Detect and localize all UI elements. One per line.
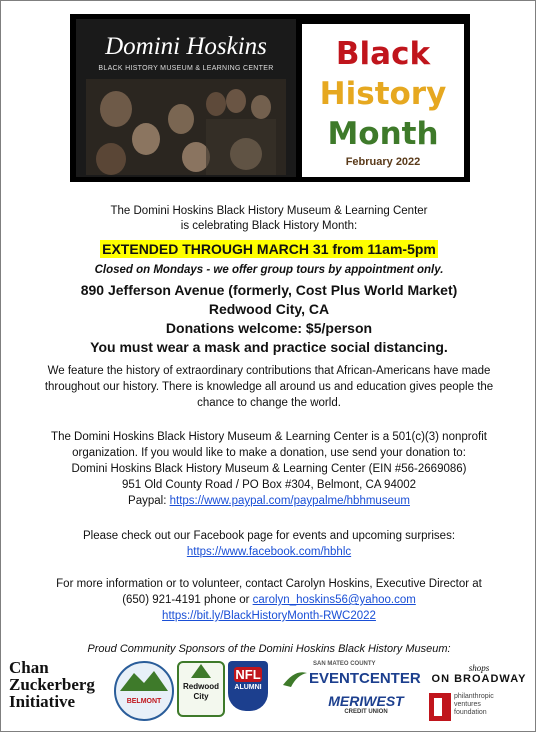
contact-line: For more information or to volunteer, contact Carolyn Hoskins, Executive Director at [56, 578, 482, 590]
event-center-logo [281, 661, 421, 689]
czi-line-2: Zuckerberg [9, 675, 95, 694]
hero-banner [70, 14, 470, 182]
bitly-link[interactable]: https://bit.ly/BlackHistoryMonth-RWC2022 [162, 610, 376, 622]
nonprofit-line-4: 951 Old County Road / PO Box #304, Belmont, CA 94002 [121, 479, 417, 491]
meriwest-logo [316, 693, 416, 715]
mask-line: You must wear a mask and practice social distancing. [90, 339, 448, 355]
belmont-label: BELMONT [126, 698, 162, 705]
museum-subtitle: BLACK HISTORY MUSEUM & LEARNING CENTER [98, 65, 274, 72]
czi-line-1: Chan [9, 658, 49, 677]
pvf-mark-icon [429, 693, 451, 721]
paypal-line [1, 493, 536, 509]
czi-logo [9, 659, 109, 710]
nonprofit-line-1: The Domini Hoskins Black History Museum & Learning Center is a 501(c)(3) nonprofit [51, 431, 487, 443]
donations-line: Donations welcome: $5/person [165, 320, 373, 336]
belmont-hills-icon [116, 663, 172, 693]
contact-paragraph [1, 576, 536, 624]
intro-line-2: is celebrating Black History Month: [180, 220, 358, 232]
event-county: SAN MATEO COUNTY [313, 661, 376, 667]
facebook-paragraph [1, 528, 536, 560]
sponsors-title: Proud Community Sponsors of the Domini Hoskins Black History Museum: [87, 643, 451, 655]
meriwest-name: MERIWEST [328, 693, 404, 709]
redwood-tree-icon [186, 663, 216, 679]
museum-title: Domini Hoskins [105, 33, 267, 60]
event-center-name: EVENTCENTER [309, 669, 421, 687]
address-line-1: 890 Jefferson Avenue (formerly, Cost Plus World Market) [80, 282, 458, 298]
bhm-month: Month [327, 116, 439, 152]
feature-line-2: throughout our history. There is knowledge all around us and education gives people the [44, 381, 494, 393]
intro-text [1, 204, 536, 234]
nfl-alumni-shield [228, 661, 268, 711]
bhm-black: Black [335, 36, 431, 72]
philanthropic-ventures-logo [429, 693, 529, 721]
email-link[interactable]: carolyn_hoskins56@yahoo.com [252, 594, 416, 606]
extended-text: EXTENDED THROUGH MARCH 31 from 11am-5pm [102, 241, 436, 257]
redwood-line-1: Redwood [183, 682, 219, 691]
black-history-month-box [302, 24, 464, 177]
pvf-line-2: ventures [454, 701, 481, 708]
belmont-seal [114, 661, 174, 721]
paypal-label: Paypal: [128, 495, 170, 507]
feature-paragraph [1, 363, 536, 411]
paypal-link[interactable]: https://www.paypal.com/paypalme/hbhmuseum [169, 495, 410, 507]
address-line-2: Redwood City, CA [208, 301, 330, 317]
feature-line-1: We feature the history of extraordinary contributions that African-Americans have made [47, 365, 491, 377]
nonprofit-line-2: organization. If you would like to make a donation, use send your donation to: [72, 447, 466, 459]
bhm-history: History [319, 76, 447, 112]
nfl-text: NFL [235, 667, 261, 682]
shops-on-broadway-logo [429, 663, 529, 685]
czi-line-3: Initiative [9, 692, 76, 711]
extended-banner [1, 241, 536, 257]
phone-text: (650) 921-4191 phone or [122, 594, 253, 606]
intro-line-1: The Domini Hoskins Black History Museum & Learning Center [110, 205, 428, 217]
alumni-text: ALUMNI [234, 684, 262, 691]
facebook-link[interactable]: https://www.facebook.com/hbhlc [186, 546, 352, 558]
meriwest-sub: CREDIT UNION [344, 709, 388, 715]
pvf-line-3: foundation [454, 709, 487, 716]
historical-figures-collage [86, 79, 286, 175]
bhm-date: February 2022 [345, 156, 421, 168]
closed-notice: Closed on Mondays - we offer group tours by appointment only. [94, 264, 444, 276]
nonprofit-paragraph [1, 429, 536, 509]
broadway-text: ON BROADWAY [431, 673, 527, 685]
feature-line-3: chance to change the world. [197, 397, 341, 409]
redwood-line-2: City [193, 692, 209, 701]
hero-photo-panel [76, 19, 296, 177]
pvf-line-1: philanthropic [454, 693, 494, 700]
event-swoosh-icon [281, 667, 309, 689]
phone-email-line [1, 592, 536, 608]
redwood-city-logo [177, 661, 225, 717]
shops-text: shops [468, 663, 490, 673]
facebook-line: Please check out our Facebook page for events and upcoming surprises: [82, 530, 456, 542]
nonprofit-line-3: Domini Hoskins Black History Museum & Learning Center (EIN #56-2669086) [71, 463, 467, 475]
